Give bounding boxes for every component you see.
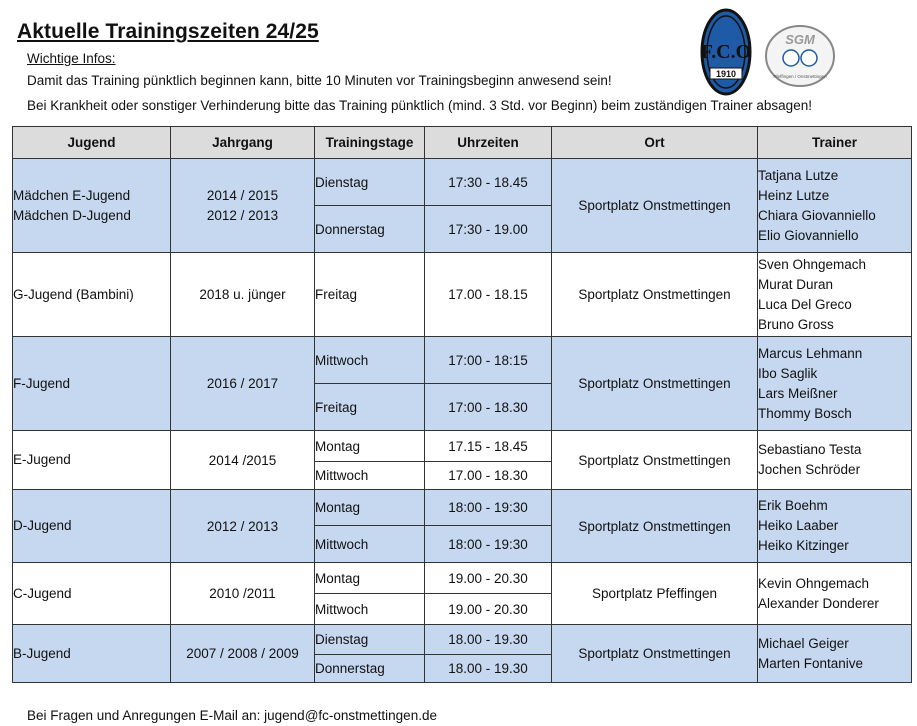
fco-logo-year: 1910 [715, 69, 737, 79]
trainer-name: Thommy Bosch [758, 405, 852, 421]
table-row [13, 625, 912, 655]
uhrzeit-cell: 17.00 - 18.15 [425, 253, 552, 337]
trainer-name: Murat Duran [758, 276, 834, 292]
uhrzeit-cell: 18:00 - 19:30 [425, 490, 552, 526]
jugend-cell: B-Jugend [13, 625, 171, 683]
jahrgang-value: 2012 / 2013 [206, 207, 279, 223]
header-jahrgang: Jahrgang [171, 127, 315, 159]
trainingstag-cell: Montag [315, 490, 425, 526]
trainer-name: Heinz Lutze [758, 187, 830, 203]
table-row [13, 563, 912, 594]
trainer-name: Tatjana Lutze [758, 167, 839, 183]
trainingstag-cell: Mittwoch [315, 526, 425, 563]
jugend-cell: G-Jugend (Bambini) [13, 253, 171, 337]
trainer-cell [758, 159, 912, 253]
trainer-cell [758, 253, 912, 337]
trainer-name: Michael Geiger [758, 635, 849, 651]
trainer-name: Jochen Schröder [758, 462, 861, 477]
table-header-row [13, 127, 912, 159]
jugend-cell: E-Jugend [13, 431, 171, 490]
header-trainer: Trainer [758, 127, 912, 159]
ort-cell: Sportplatz Onstmettingen [552, 253, 758, 337]
trainer-name: Bruno Gross [758, 316, 834, 332]
uhrzeit-cell: 18.00 - 19.30 [425, 625, 552, 655]
trainingstag-cell: Mittwoch [315, 337, 425, 384]
table-row [13, 337, 912, 384]
jahrgang-cell: 2007 / 2008 / 2009 [171, 625, 315, 683]
trainingstag-cell: Montag [315, 563, 425, 594]
jugend-cell: C-Jugend [13, 563, 171, 625]
trainingstag-cell: Dienstag [315, 625, 425, 655]
uhrzeit-cell: 17:30 - 19.00 [425, 206, 552, 253]
uhrzeit-cell: 19.00 - 20.30 [425, 563, 552, 594]
ort-cell: Sportplatz Onstmettingen [552, 337, 758, 431]
trainingstag-cell: Mittwoch [315, 462, 425, 490]
jahrgang-cell: 2014 /2015 [171, 431, 315, 490]
info-line-cancellation: Bei Krankheit oder sonstiger Verhinderung bitte das Training pünktlich (mind. 3 Std. vor Beginn) beim zuständigen Trainer absagen! [27, 98, 812, 113]
ort-cell: Sportplatz Onstmettingen [552, 159, 758, 253]
header-trainingstage: Trainingstage [315, 127, 425, 159]
table-row [13, 253, 912, 337]
ort-cell: Sportplatz Onstmettingen [552, 625, 758, 683]
trainer-cell [758, 490, 912, 563]
trainer-name: Elio Giovanniello [758, 227, 859, 243]
header-jugend: Jugend [13, 127, 171, 159]
fco-logo-text: F.C.O [700, 41, 752, 63]
jugend-cell: F-Jugend [13, 337, 171, 431]
trainer-name: Sven Ohngemach [758, 256, 867, 272]
trainer-name: Alexander Donderer [758, 595, 879, 611]
trainer-name: Luca Del Greco [758, 296, 852, 312]
trainer-name: Ibo Saglik [758, 365, 818, 381]
trainer-cell [758, 563, 912, 625]
info-line-arrival: Damit das Training pünktlich beginnen kann, bitte 10 Minuten vor Trainingsbeginn anwesend sein! [27, 73, 612, 88]
jahrgang-cell: 2010 /2011 [171, 563, 315, 625]
uhrzeit-cell: 17:30 - 18.45 [425, 159, 552, 206]
table-row [13, 431, 912, 462]
trainer-name: Heiko Laaber [758, 518, 839, 533]
ort-cell: Sportplatz Pfeffingen [552, 563, 758, 625]
trainer-cell [758, 625, 912, 683]
uhrzeit-cell: 17:00 - 18.30 [425, 384, 552, 431]
trainer-cell [758, 337, 912, 431]
trainer-name: Erik Boehm [758, 498, 828, 513]
jugend-cell [13, 159, 171, 253]
ort-cell: Sportplatz Onstmettingen [552, 431, 758, 490]
jahrgang-value: 2014 / 2015 [206, 187, 279, 203]
sgm-logo [764, 24, 836, 88]
uhrzeit-cell: 17.00 - 18.30 [425, 462, 552, 490]
trainer-name: Marten Fontanive [758, 655, 864, 671]
table-row [13, 159, 912, 206]
sgm-logo-text: SGM [785, 32, 815, 47]
trainingstag-cell: Donnerstag [315, 206, 425, 253]
trainingstag-cell: Montag [315, 431, 425, 462]
training-schedule-table [12, 126, 912, 683]
trainer-name: Kevin Ohngemach [758, 575, 870, 591]
jugend-name: Mädchen E-Jugend [13, 187, 131, 203]
fco-logo [700, 8, 752, 96]
table-row [13, 490, 912, 526]
page-title: Aktuelle Trainingszeiten 24/25 [17, 20, 319, 43]
trainer-name: Sebastiano Testa [758, 442, 862, 457]
jahrgang-cell: 2016 / 2017 [171, 337, 315, 431]
info-label: Wichtige Infos: [27, 51, 116, 66]
uhrzeit-cell: 19.00 - 20.30 [425, 594, 552, 625]
header-ort: Ort [552, 127, 758, 159]
uhrzeit-cell: 17.15 - 18.45 [425, 431, 552, 462]
ort-cell: Sportplatz Onstmettingen [552, 490, 758, 563]
jahrgang-cell: 2018 u. jünger [171, 253, 315, 337]
uhrzeit-cell: 17:00 - 18:15 [425, 337, 552, 384]
uhrzeit-cell: 18.00 - 19.30 [425, 655, 552, 683]
trainer-name: Chiara Giovanniello [758, 207, 876, 223]
trainingstag-cell: Freitag [315, 384, 425, 431]
sgm-logo-subtitle: Pfeffingen / Onstmettingen [773, 74, 827, 79]
trainingstag-cell: Freitag [315, 253, 425, 337]
trainingstag-cell: Mittwoch [315, 594, 425, 625]
header-uhrzeiten: Uhrzeiten [425, 127, 552, 159]
uhrzeit-cell: 18:00 - 19:30 [425, 526, 552, 563]
trainingstag-cell: Donnerstag [315, 655, 425, 683]
trainer-name: Marcus Lehmann [758, 345, 863, 361]
jahrgang-cell: 2012 / 2013 [171, 490, 315, 563]
footer-contact: Bei Fragen und Anregungen E-Mail an: jugend@fc-onstmettingen.de [27, 708, 437, 723]
trainingstag-cell: Dienstag [315, 159, 425, 206]
jugend-cell: D-Jugend [13, 490, 171, 563]
jugend-name: Mädchen D-Jugend [13, 207, 131, 223]
jahrgang-cell [171, 159, 315, 253]
trainer-cell [758, 431, 912, 490]
trainer-name: Lars Meißner [758, 385, 838, 401]
trainer-name: Heiko Kitzinger [758, 538, 849, 553]
